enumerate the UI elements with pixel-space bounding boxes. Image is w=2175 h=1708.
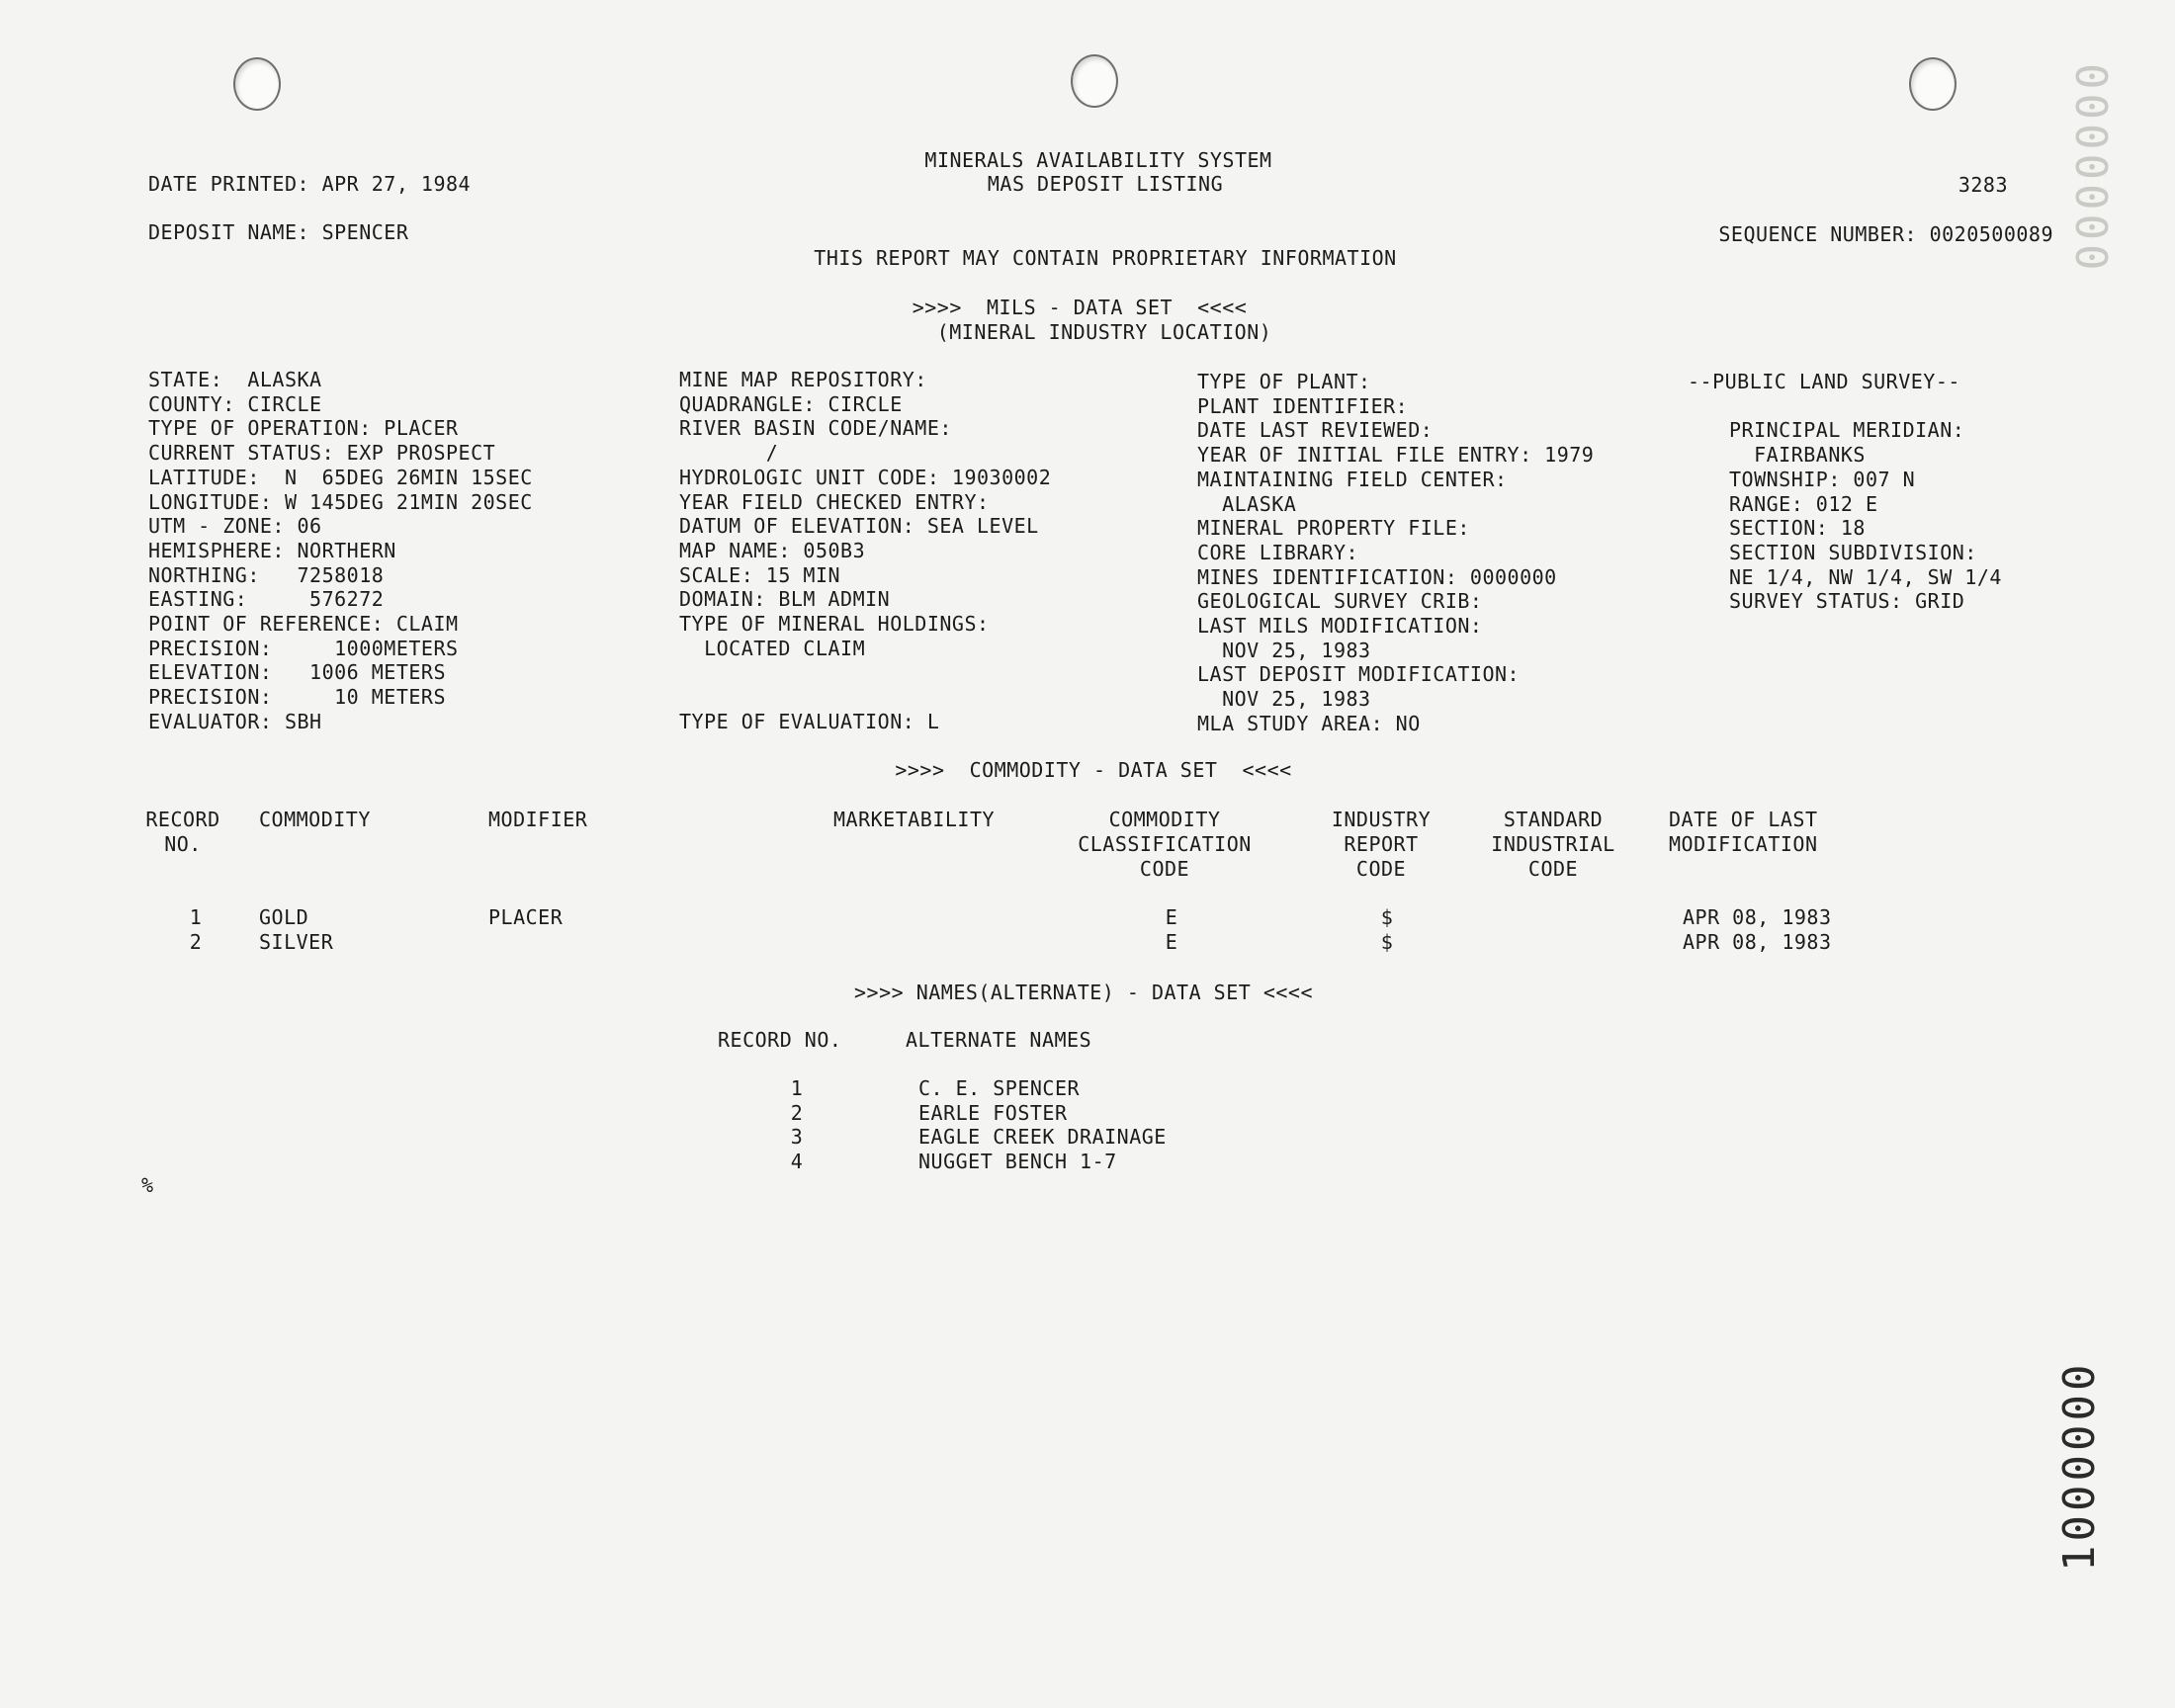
mils-plant-field: ALASKA	[1197, 492, 1297, 516]
mils-plant-field: PLANT IDENTIFIER:	[1197, 394, 1409, 418]
mils-location-field: LATITUDE: N 65DEG 26MIN 15SEC	[148, 466, 533, 489]
mils-map-field: SCALE: 15 MIN	[679, 563, 841, 587]
commodity-header-standard: CODE	[1527, 857, 1579, 881]
mils-map-field: LOCATED CLAIM	[679, 637, 866, 660]
public-land-survey-field: RANGE: 012 E	[1729, 492, 1878, 516]
commodity-header-classification: CLASSIFICATION	[1078, 832, 1252, 856]
public-land-survey-field: FAIRBANKS	[1729, 443, 1866, 467]
commodity-header-classification: CODE	[1139, 857, 1190, 881]
mils-location-field: TYPE OF OPERATION: PLACER	[148, 416, 459, 440]
mils-plant-field: NOV 25, 1983	[1197, 687, 1371, 711]
mils-location-field: POINT OF REFERENCE: CLAIM	[148, 612, 459, 636]
sequence-number: SEQUENCE NUMBER: 0020500089	[1718, 222, 2053, 246]
public-land-survey-field: PRINCIPAL MERIDIAN:	[1729, 418, 1965, 442]
mils-plant-field: MINERAL PROPERTY FILE:	[1197, 516, 1470, 540]
listing-title: MAS DEPOSIT LISTING	[987, 172, 1224, 196]
mils-location-field: CURRENT STATUS: EXP PROSPECT	[148, 441, 496, 465]
commodity-cell-classification: E	[1165, 930, 1178, 954]
commodity-header-commodity: COMMODITY	[259, 808, 371, 831]
names-section-title: >>>> NAMES(ALTERNATE) - DATA SET <<<<	[853, 981, 1314, 1004]
commodity-header-standard: INDUSTRIAL	[1491, 832, 1615, 856]
commodity-header-industry: REPORT	[1344, 832, 1419, 856]
public-land-survey-field: SURVEY STATUS: GRID	[1729, 589, 1965, 613]
mils-location-field: EVALUATOR: SBH	[148, 710, 322, 733]
mils-plant-field: NOV 25, 1983	[1197, 639, 1371, 662]
commodity-cell-modifier: PLACER	[488, 905, 564, 929]
mils-section-subtitle: (MINERAL INDUSTRY LOCATION)	[936, 320, 1272, 344]
mils-map-field: DOMAIN: BLM ADMIN	[679, 587, 891, 611]
commodity-cell-date: APR 08, 1983	[1683, 905, 1832, 929]
mils-map-field: MINE MAP REPOSITORY:	[679, 368, 927, 391]
mils-map-field: DATUM OF ELEVATION: SEA LEVEL	[679, 514, 1039, 538]
mils-map-field: YEAR FIELD CHECKED ENTRY:	[679, 490, 990, 514]
mils-plant-field: CORE LIBRARY:	[1197, 541, 1359, 564]
mils-plant-field: DATE LAST REVIEWED:	[1197, 418, 1434, 442]
margin-stamp-bottom: 1000000	[2054, 1360, 2105, 1572]
punch-hole-left	[233, 57, 281, 111]
alternate-name: NUGGET BENCH 1-7	[918, 1150, 1117, 1173]
names-record-no: 1	[790, 1076, 804, 1100]
commodity-cell-commodity: GOLD	[259, 905, 309, 929]
public-land-survey-field: SECTION: 18	[1729, 516, 1866, 540]
commodity-header-record: NO.	[164, 832, 202, 856]
page-number: 3283	[1958, 173, 2008, 197]
alternate-name: EAGLE CREEK DRAINAGE	[918, 1125, 1167, 1149]
mils-location-field: HEMISPHERE: NORTHERN	[148, 539, 396, 562]
margin-stamp-top: 0000000	[2065, 63, 2116, 275]
commodity-header-marketability: MARKETABILITY	[833, 808, 996, 831]
commodity-section-title: >>>> COMMODITY - DATA SET <<<<	[895, 758, 1292, 782]
mils-plant-field: MLA STUDY AREA: NO	[1197, 712, 1421, 735]
commodity-cell-no: 2	[189, 930, 203, 954]
mils-map-field: /	[679, 441, 779, 465]
commodity-header-industry: INDUSTRY	[1331, 808, 1432, 831]
footer-mark: %	[141, 1173, 154, 1197]
public-land-survey-field: NE 1/4, NW 1/4, SW 1/4	[1729, 565, 2002, 589]
mils-plant-field: GEOLOGICAL SURVEY CRIB:	[1197, 589, 1483, 613]
commodity-cell-classification: E	[1165, 905, 1178, 929]
mils-plant-field: MINES IDENTIFICATION: 0000000	[1197, 565, 1557, 589]
deposit-name: DEPOSIT NAME: SPENCER	[148, 220, 409, 244]
commodity-header-modifier: MODIFIER	[488, 808, 588, 831]
public-land-survey-title: --PUBLIC LAND SURVEY--	[1688, 370, 1960, 393]
mils-location-field: ELEVATION: 1006 METERS	[148, 660, 446, 684]
commodity-header-industry: CODE	[1355, 857, 1407, 881]
commodity-header-date: DATE OF LAST	[1669, 808, 1818, 831]
punch-hole-center	[1071, 54, 1118, 108]
mils-plant-field: LAST MILS MODIFICATION:	[1197, 614, 1483, 638]
commodity-cell-industry: $	[1380, 930, 1394, 954]
mils-plant-field: TYPE OF PLANT:	[1197, 370, 1371, 393]
commodity-header-standard: STANDARD	[1503, 808, 1604, 831]
mils-location-field: COUNTY: CIRCLE	[148, 392, 322, 416]
names-header-record: RECORD NO.	[718, 1028, 842, 1052]
commodity-header-date: MODIFICATION	[1669, 832, 1818, 856]
alternate-name: EARLE FOSTER	[918, 1101, 1068, 1125]
mils-location-field: PRECISION: 10 METERS	[148, 685, 446, 709]
mils-location-field: UTM - ZONE: 06	[148, 514, 322, 538]
names-record-no: 2	[790, 1101, 804, 1125]
mils-map-field: TYPE OF EVALUATION: L	[679, 710, 940, 733]
date-printed: DATE PRINTED: APR 27, 1984	[148, 172, 472, 196]
names-record-no: 4	[790, 1150, 804, 1173]
mils-location-field: PRECISION: 1000METERS	[148, 637, 459, 660]
public-land-survey-field: SECTION SUBDIVISION:	[1729, 541, 1977, 564]
commodity-header-classification: COMMODITY	[1108, 808, 1221, 831]
mils-plant-field: LAST DEPOSIT MODIFICATION:	[1197, 662, 1521, 686]
commodity-cell-commodity: SILVER	[259, 930, 334, 954]
names-header-alternate: ALTERNATE NAMES	[906, 1028, 1092, 1052]
mils-map-field: HYDROLOGIC UNIT CODE: 19030002	[679, 466, 1052, 489]
commodity-cell-no: 1	[189, 905, 203, 929]
names-record-no: 3	[790, 1125, 804, 1149]
commodity-cell-industry: $	[1380, 905, 1394, 929]
mils-map-field: MAP NAME: 050B3	[679, 539, 866, 562]
mils-location-field: STATE: ALASKA	[148, 368, 322, 391]
alternate-name: C. E. SPENCER	[918, 1076, 1081, 1100]
mils-section-title: >>>> MILS - DATA SET <<<<	[912, 296, 1248, 319]
mils-plant-field: YEAR OF INITIAL FILE ENTRY: 1979	[1197, 443, 1595, 467]
punch-hole-right	[1909, 57, 1957, 111]
public-land-survey-field: TOWNSHIP: 007 N	[1729, 468, 1916, 491]
commodity-header-record: RECORD	[145, 808, 220, 831]
system-title: MINERALS AVAILABILITY SYSTEM	[924, 148, 1272, 172]
mils-map-field: QUADRANGLE: CIRCLE	[679, 392, 903, 416]
mils-location-field: NORTHING: 7258018	[148, 563, 385, 587]
mils-location-field: LONGITUDE: W 145DEG 21MIN 20SEC	[148, 490, 533, 514]
proprietary-notice: THIS REPORT MAY CONTAIN PROPRIETARY INFORMATION	[814, 246, 1397, 270]
mils-location-field: EASTING: 576272	[148, 587, 385, 611]
mils-map-field: RIVER BASIN CODE/NAME:	[679, 416, 952, 440]
mils-plant-field: MAINTAINING FIELD CENTER:	[1197, 468, 1508, 491]
mils-map-field: TYPE OF MINERAL HOLDINGS:	[679, 612, 990, 636]
commodity-cell-date: APR 08, 1983	[1683, 930, 1832, 954]
